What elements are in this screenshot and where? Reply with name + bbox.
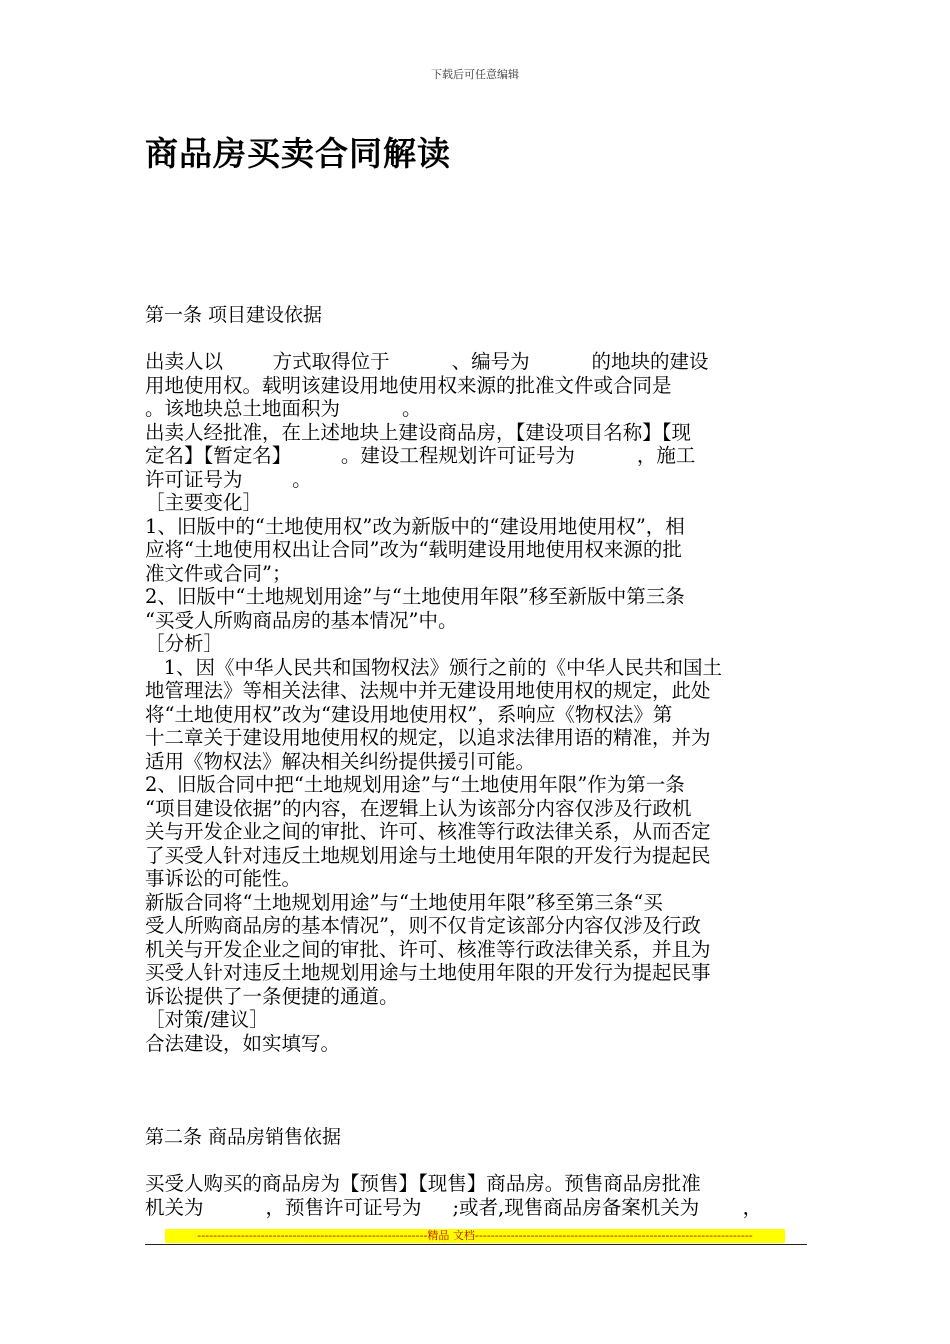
body-line: 事诉讼的可能性。	[145, 867, 302, 890]
article-1-body	[145, 350, 810, 1055]
header-note: 下载后可任意编辑	[431, 68, 519, 81]
article-1-heading: 第一条 项目建设依据	[145, 304, 323, 326]
body-line: 准文件或合同”；	[145, 561, 292, 585]
body-line: 用地使用权。载明该建设用地使用权来源的批准文件或合同是	[145, 373, 672, 397]
body-line: 许可证号为 。	[145, 467, 312, 491]
body-line: ［对策/建议］	[145, 1008, 269, 1031]
body-line: 买受人购买的商品房为【预售】【现售】商品房。预售商品房批准	[145, 1172, 701, 1195]
body-line: 新版合同将“土地规划用途”与“土地使用年限”移至第三条“买	[145, 890, 663, 914]
body-line: 受人所购商品房的基本情况”，则不仅肯定该部分内容仅涉及行政	[145, 914, 701, 937]
body-line: 关与开发企业之间的审批、许可、核准等行政法律关系，从而否定	[145, 820, 711, 843]
document-title: 商品房买卖合同解读	[145, 134, 451, 173]
body-line: 出卖人以 方式取得位于 、编号为 的地块的建设	[145, 350, 709, 373]
body-line: 买受人针对违反土地规划用途与土地使用年限的开发行为提起民事	[145, 961, 711, 984]
body-line: 1、旧版中的“土地使用权”改为新版中的“建设用地使用权”，相	[145, 514, 685, 538]
body-line: ［分析］	[145, 632, 224, 655]
body-line: 诉讼提供了一条便捷的通道。	[145, 984, 399, 1008]
body-line: “买受人所购商品房的基本情况”中。	[145, 608, 458, 632]
body-line: 2、旧版中“土地规划用途”与“土地使用年限”移至新版中第三条	[145, 585, 685, 608]
body-line: 将“土地使用权”改为“建设用地使用权”，系响应《物权法》第	[145, 702, 673, 726]
body-line: “项目建设依据”的内容，在逻辑上认为该部分内容仅涉及行政机	[145, 796, 692, 820]
body-line: 合法建设，如实填写。	[145, 1031, 341, 1055]
footer-divider	[145, 1244, 807, 1245]
body-line: 。该地块总土地面积为 。	[145, 397, 422, 420]
body-line: 应将“土地使用权出让合同”改为“载明建设用地使用权来源的批	[145, 538, 682, 561]
body-line: 了买受人针对违反土地规划用途与土地使用年限的开发行为提起民	[145, 843, 711, 867]
body-line: 1、因《中华人民共和国物权法》颁行之前的《中华人民共和国土	[145, 655, 723, 679]
body-line: 机关与开发企业之间的审批、许可、核准等行政法律关系，并且为	[145, 937, 711, 961]
body-line: 地管理法》等相关法律、法规中并无建设用地使用权的规定，此处	[145, 679, 711, 702]
article-2-heading: 第二条 商品房销售依据	[145, 1126, 342, 1148]
footer-banner: ----------------------------------------------------------精品 文档----------------------------------------------------------------------	[165, 1229, 785, 1243]
body-line: 2、旧版合同中把“土地规划用途”与“土地使用年限”作为第一条	[145, 773, 685, 796]
body-line: 适用《物权法》解决相关纠纷提供援引可能。	[145, 749, 536, 773]
article-2-body	[145, 1172, 810, 1219]
body-line: ［主要变化］	[145, 491, 263, 514]
body-line: 机关为 ，预售许可证号为 ;或者,现售商品房备案机关为 ，	[145, 1195, 763, 1219]
body-line: 十二章关于建设用地使用权的规定，以追求法律用语的精准，并为	[145, 726, 711, 749]
body-line: 出卖人经批准，在上述地块上建设商品房，【建设项目名称】【现	[145, 420, 692, 444]
body-line: 定名】【暂定名】 。建设工程规划许可证号为 ，施工	[145, 444, 696, 467]
